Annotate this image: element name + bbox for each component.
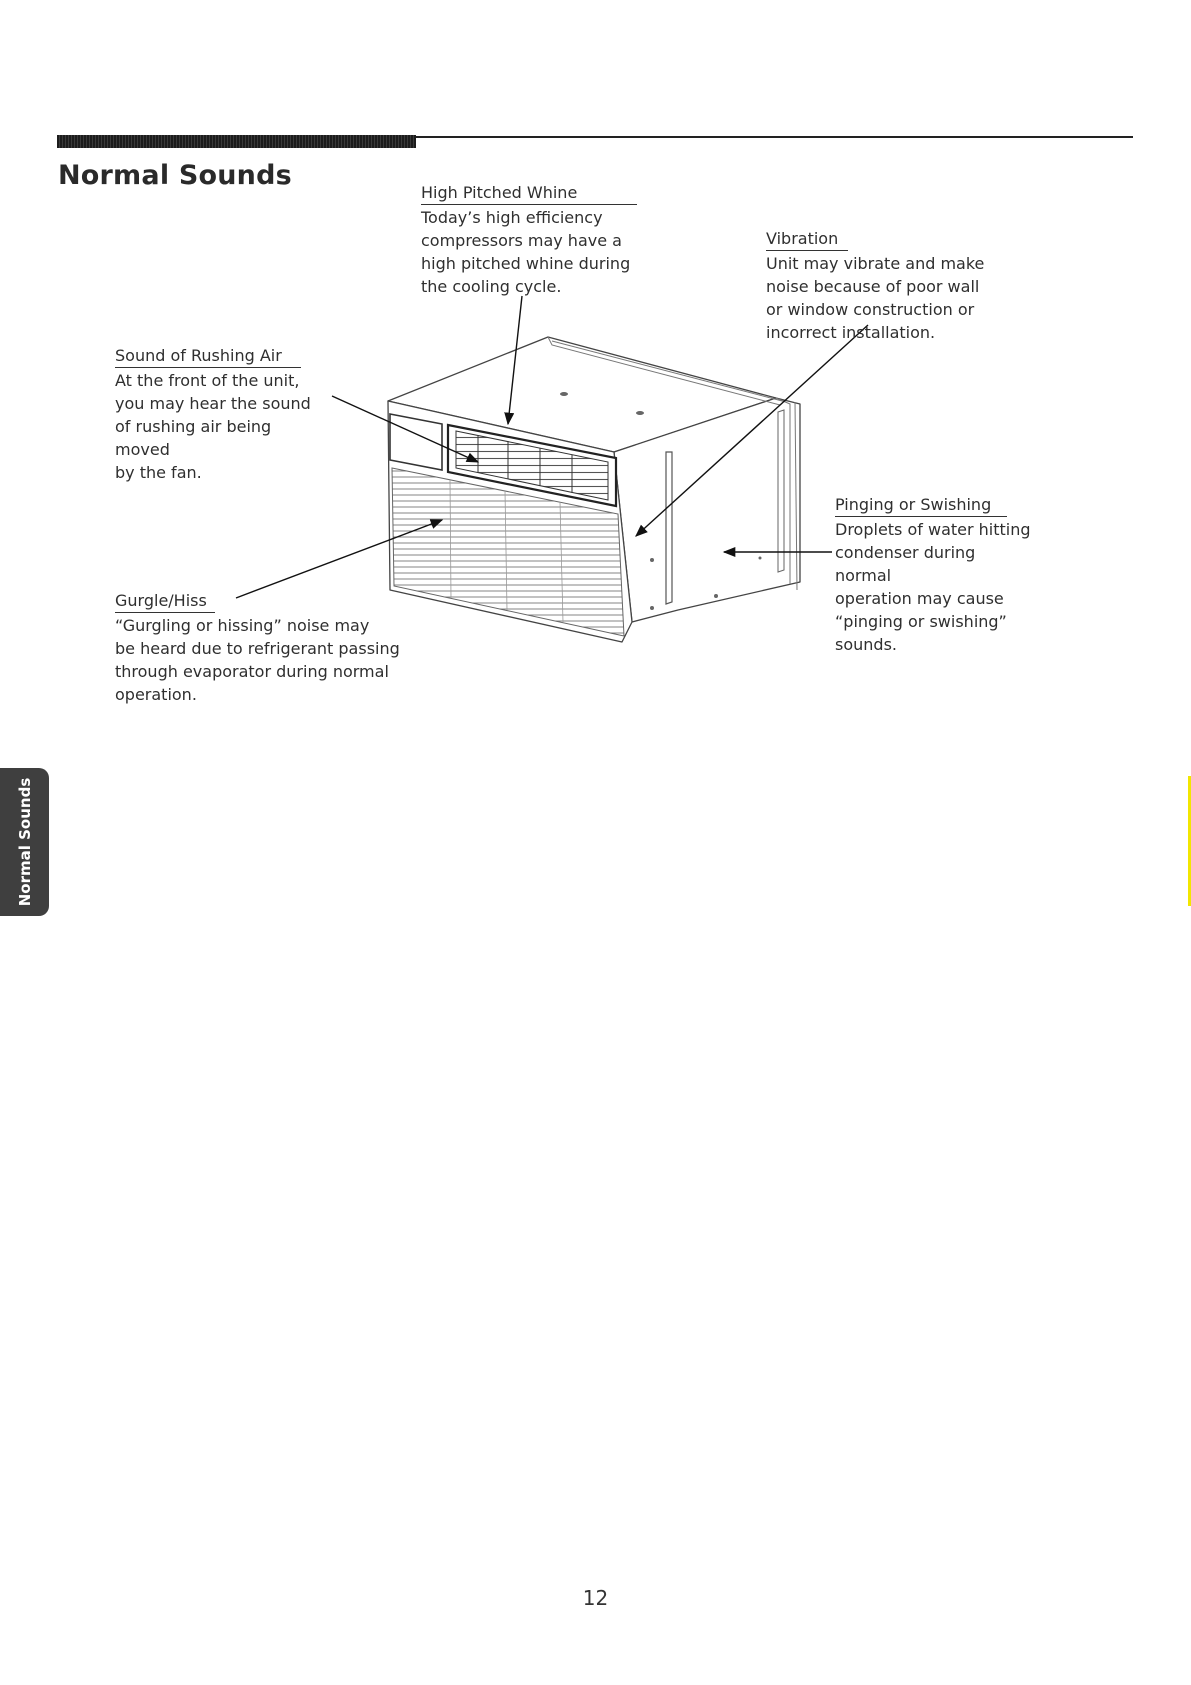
callout-heading: High Pitched Whine <box>421 181 637 205</box>
callout-rushing-air <box>115 344 325 484</box>
top-screw <box>560 392 568 396</box>
top-screw <box>636 411 644 415</box>
callout-pinging-swishing <box>835 493 1035 656</box>
page-number: 12 <box>582 1586 609 1610</box>
callout-text: Droplets of water hitting condenser during normal operation may cause “pinging or swishing” sounds. <box>835 520 1031 654</box>
callout-text: “Gurgling or hissing” noise may be heard due to refrigerant passing through evaporator during normal operation. <box>115 616 400 704</box>
side-screw <box>650 606 654 610</box>
callout-heading: Pinging or Swishing <box>835 493 1007 517</box>
callout-heading: Gurgle/Hiss <box>115 589 215 613</box>
callout-gurgle-hiss <box>115 589 415 706</box>
callout-vibration <box>766 227 1006 344</box>
side-screw <box>650 558 654 562</box>
callout-heading: Sound of Rushing Air <box>115 344 301 368</box>
side-screw <box>759 557 762 560</box>
callout-heading: Vibration <box>766 227 848 251</box>
callout-text: Today’s high efficiency compressors may have a high pitched whine during the cooling cycle. <box>421 208 631 296</box>
side-screw <box>714 594 718 598</box>
page-title: Normal Sounds <box>58 160 292 191</box>
section-side-tab <box>0 768 49 916</box>
callout-text: At the front of the unit, you may hear the sound of rushing air being moved by the fan. <box>115 371 311 482</box>
callout-high-pitched-whine <box>421 181 637 298</box>
callout-text: Unit may vibrate and make noise because of poor wall or window construction or incorrect installation. <box>766 254 985 342</box>
side-tab-label: Normal Sounds <box>15 777 34 907</box>
